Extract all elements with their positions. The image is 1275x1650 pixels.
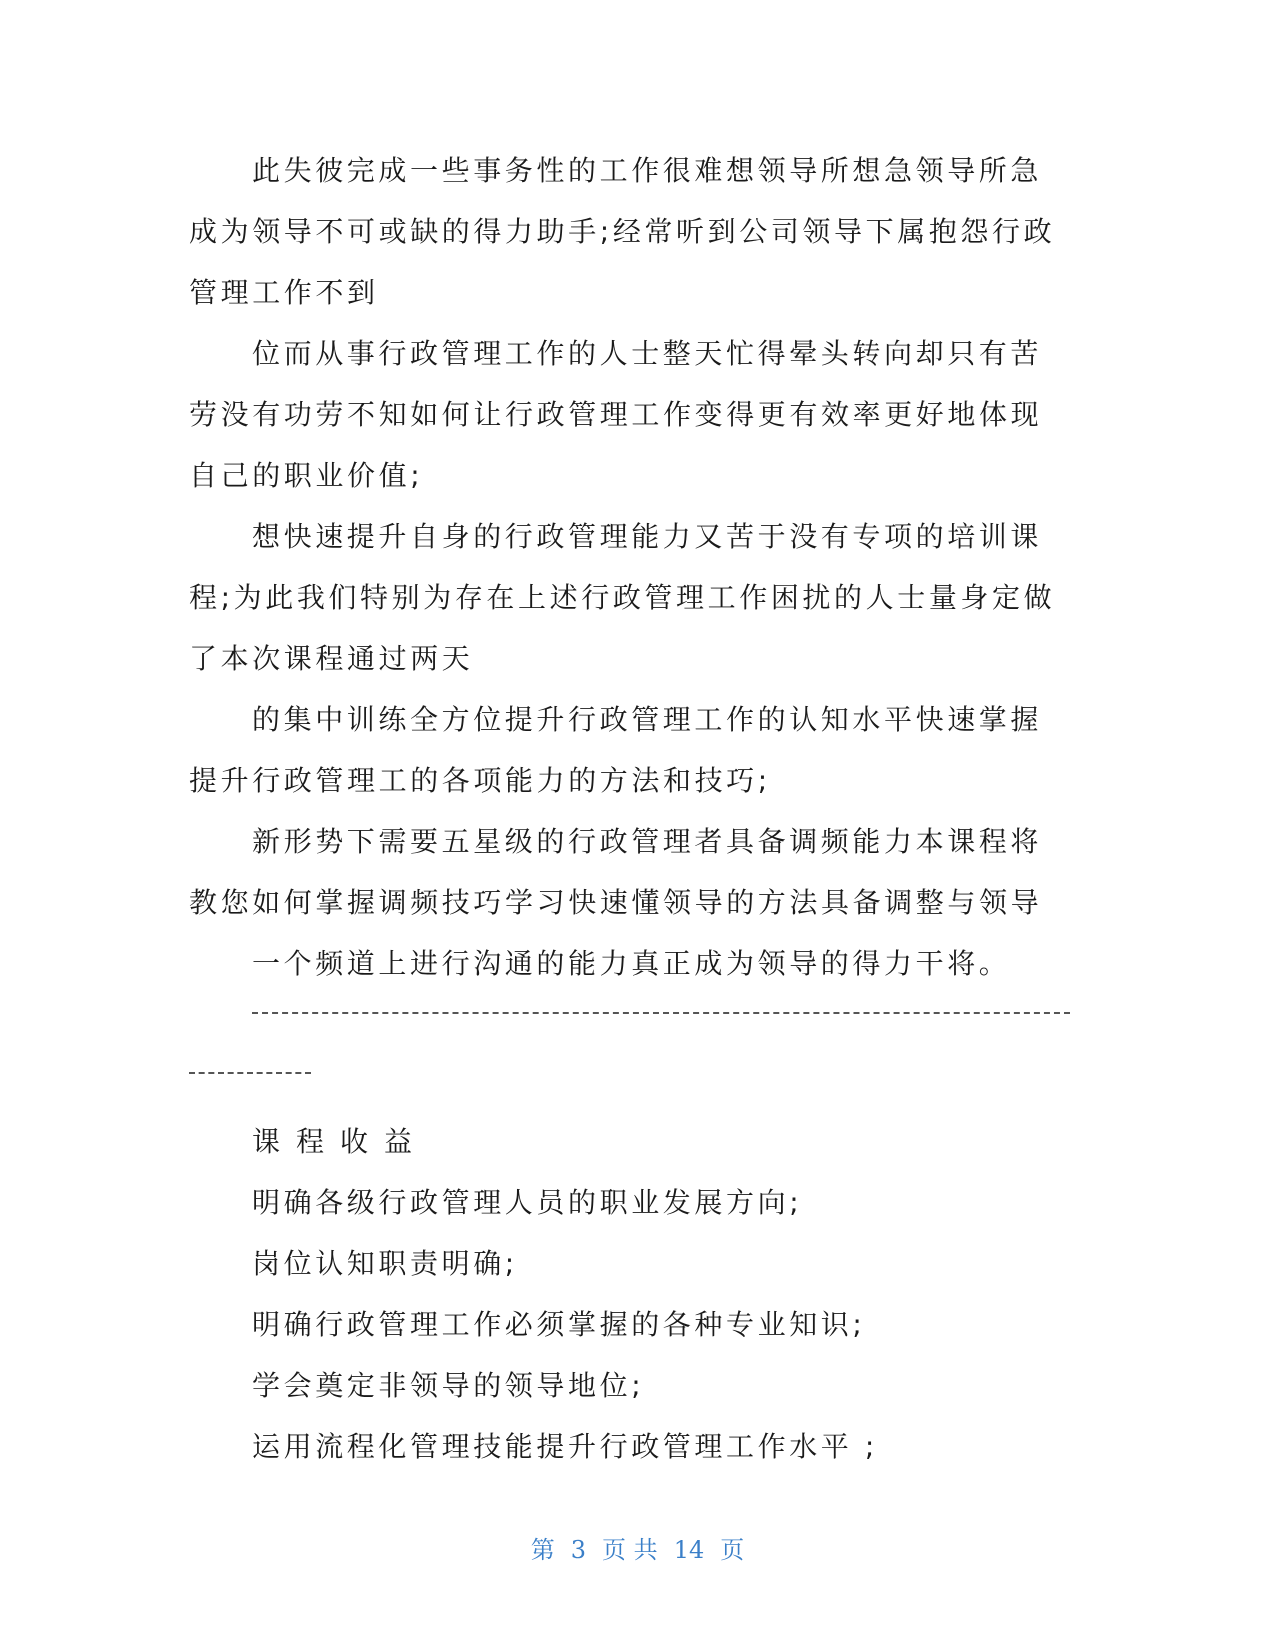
page-footer-prefix: 第 xyxy=(530,1536,555,1564)
benefit-item: 学会奠定非领导的领导地位; xyxy=(252,1369,645,1402)
benefit-item: 岗位认知职责明确; xyxy=(252,1247,518,1280)
page-footer-middle: 页 共 xyxy=(602,1536,658,1564)
dashed-divider-continuation xyxy=(189,1072,311,1074)
total-page-count: 14 xyxy=(673,1536,705,1564)
page-footer xyxy=(0,1530,1275,1565)
benefit-item: 明确行政管理工作必须掌握的各种专业知识; xyxy=(252,1308,866,1341)
benefit-item: 明确各级行政管理人员的职业发展方向; xyxy=(252,1186,803,1219)
dashed-divider xyxy=(252,1012,1070,1014)
current-page-number: 3 xyxy=(570,1536,587,1564)
paragraph: 位而从事行政管理工作的人士整天忙得晕头转向却只有苦劳没有功劳不知如何让行政管理工作变得更有效率更好地体现自己的职业价值; xyxy=(189,337,1043,492)
paragraph: 想快速提升自身的行政管理能力又苦于没有专项的培训课程;为此我们特别为存在上述行政管理工作困扰的人士量身定做了本次课程通过两天 xyxy=(189,520,1056,675)
section-heading: 课程收益 xyxy=(252,1125,429,1158)
paragraph: 此失彼完成一些事务性的工作很难想领导所想急领导所急成为领导不可或缺的得力助手;经常听到公司领导下属抱怨行政管理工作不到 xyxy=(189,154,1056,309)
body-text xyxy=(189,140,1069,994)
paragraph: 新形势下需要五星级的行政管理者具备调频能力本课程将教您如何掌握调频技巧学习快速懂领导的方法具备调整与领导 xyxy=(189,825,1043,919)
benefit-item: 运用流程化管理技能提升行政管理工作水平 ; xyxy=(252,1430,878,1463)
course-benefits-section xyxy=(252,1111,1072,1477)
page-footer-suffix: 页 xyxy=(720,1536,745,1564)
paragraph: 一个频道上进行沟通的能力真正成为领导的得力干将。 xyxy=(252,947,1011,980)
paragraph: 的集中训练全方位提升行政管理工作的认知水平快速掌握提升行政管理工的各项能力的方法和技巧; xyxy=(189,703,1043,797)
